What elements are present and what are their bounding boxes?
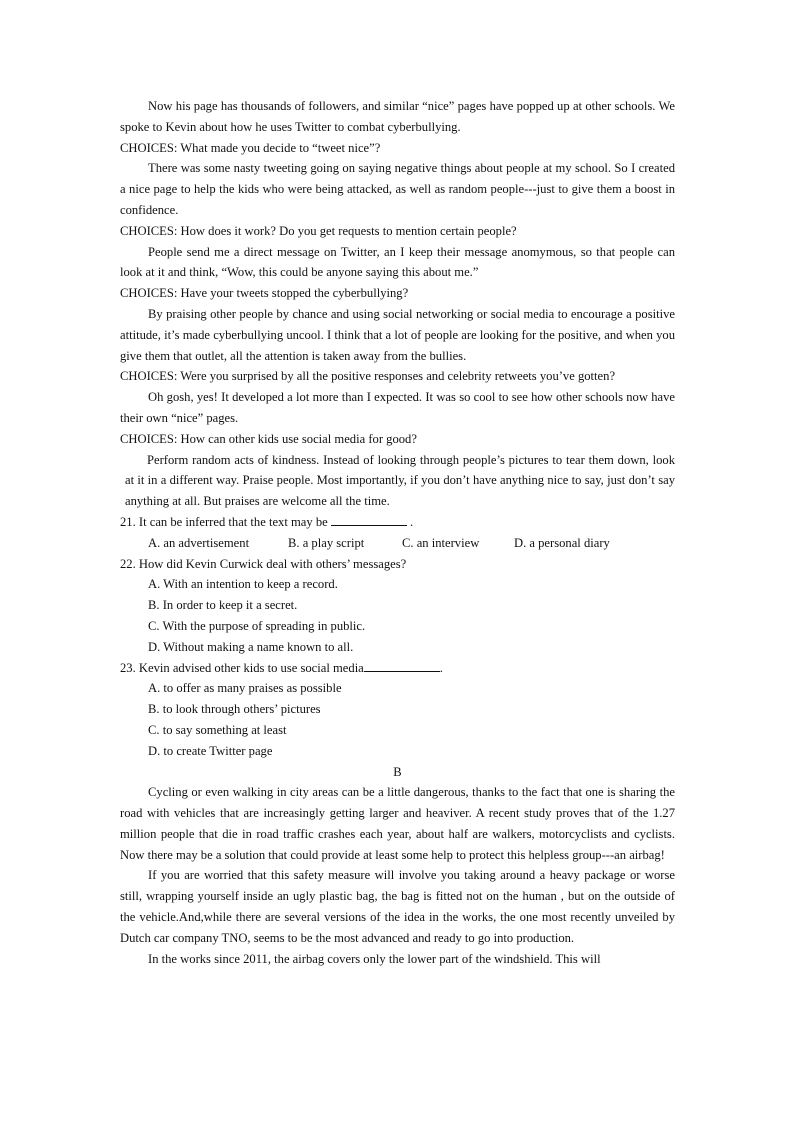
option-21-d: D. a personal diary [514, 535, 610, 550]
option-23-c: C. to say something at least [148, 722, 287, 737]
question-23-tail: . [439, 660, 443, 675]
interview-question-5: CHOICES: How can other kids use social media for good? [120, 431, 417, 446]
interview-answer-2: People send me a direct message on Twitter, an I keep their message anomymous, so that people can look at it and think, “Wow, this could be anyone saying this about me.” [120, 244, 675, 280]
interview-answer-5: Perform random acts of kindness. Instead of looking through people’s pictures to tear them down, look at it in a different way. Praise people. Most importantly, if you don’t have anything nice to say, just don’t say anything at all. But praises are welcome all the time. [125, 452, 675, 509]
option-22-b: B. In order to keep it a secret. [148, 598, 298, 613]
option-22-a: A. With an intention to keep a record. [148, 577, 338, 592]
section-heading-b: B [393, 764, 402, 779]
question-21-text: 21. It can be inferred that the text may be [120, 514, 328, 529]
option-21-a: A. an advertisement [148, 535, 250, 550]
interview-question-3: CHOICES: Have your tweets stopped the cyberbullying? [120, 286, 409, 301]
passage-b-paragraph-1: Cycling or even walking in city areas can be a little dangerous, thanks to the fact that one is sharing the road with vehicles that are increasingly getting larger and heaviver. A recent study proves that of the 1.27 million people that die in road traffic crashes each year, about half are walkers, motorcyclists and cyclists. Now there may be a solution that could provide at least some help to protect this helpless group---an airbag! [120, 785, 675, 862]
paragraph-intro: Now his page has thousands of followers, and similar “nice” pages have popped up at other schools. We spoke to Kevin about how he uses Twitter to combat cyberbullying. [120, 99, 675, 134]
interview-answer-4: Oh gosh, yes! It developed a lot more than I expected. It was so cool to see how other schools now have their own “nice” pages. [120, 390, 675, 425]
option-23-a: A. to offer as many praises as possible [148, 681, 342, 696]
question-21-tail: . [410, 514, 414, 529]
option-23-d: D. to create Twitter page [148, 743, 273, 758]
interview-question-4: CHOICES: Were you surprised by all the positive responses and celebrity retweets you’ve gotten? [120, 369, 616, 384]
interview-answer-1: There was some nasty tweeting going on saying negative things about people at my school. So I created a nice page to help the kids who were being attacked, as well as random people---just to give them a boost in confidence. [120, 161, 675, 217]
interview-question-1: CHOICES: What made you decide to “tweet nice”? [120, 140, 381, 155]
passage-b-paragraph-2: If you are worried that this safety measure will involve you taking around a heavy package or worse still, wrapping yourself inside an ugly plastic bag, the bag is fitted not on the human , but on the outside of the vehicle.And,while there are several versions of the idea in the works, the one most recently unveiled by Dutch car company TNO, seems to be the most advanced and ready to go into production. [120, 868, 675, 945]
answer-blank-21 [331, 512, 407, 526]
option-22-d: D. Without making a name known to all. [148, 639, 354, 654]
option-23-b: B. to look through others’ pictures [148, 702, 321, 717]
question-21-stem [120, 512, 675, 533]
option-21-b: B. a play script [288, 535, 365, 550]
question-23-text: 23. Kevin advised other kids to use social media [120, 660, 364, 675]
option-22-c: C. With the purpose of spreading in public. [148, 618, 366, 633]
interview-question-2: CHOICES: How does it work? Do you get requests to mention certain people? [120, 223, 517, 238]
document-page [120, 96, 675, 969]
question-22-stem: 22. How did Kevin Curwick deal with others’ messages? [120, 556, 407, 571]
question-23-stem [120, 658, 675, 679]
option-21-c: C. an interview [402, 535, 480, 550]
answer-blank-23 [364, 658, 440, 672]
question-21-options [120, 533, 675, 554]
interview-answer-3: By praising other people by chance and using social networking or social media to encourage a positive attitude, it’s made cyberbullying uncool. I think that a lot of people are looking for the positive, and when you give them that outlet, all the attention is taken away from the bullies. [120, 306, 675, 363]
passage-b-paragraph-3: In the works since 2011, the airbag covers only the lower part of the windshield. This will [148, 951, 601, 966]
